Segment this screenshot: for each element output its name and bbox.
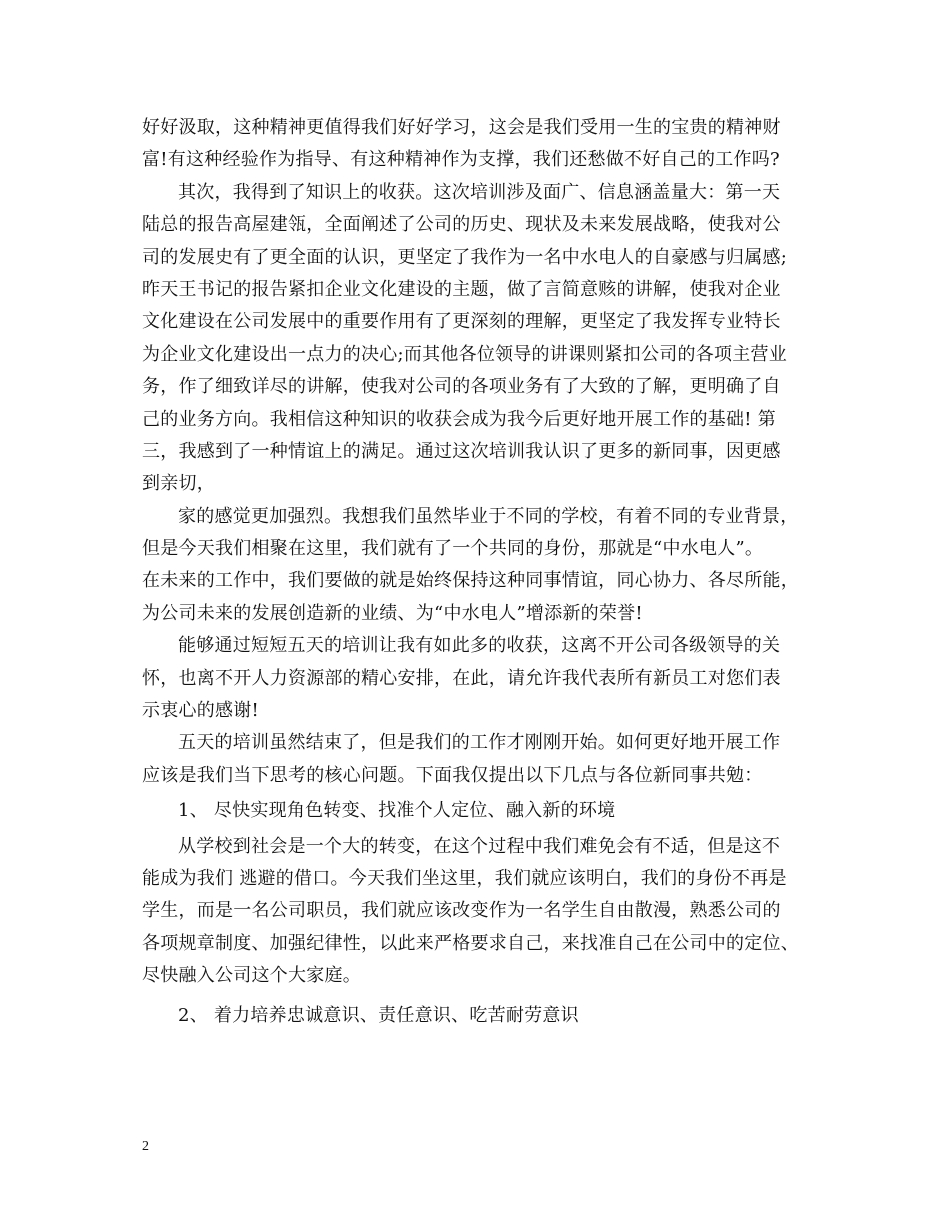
text-line-21: 应该是我们当下思考的核心问题。下面我仅提出以下几点与各位新同事共勉： (142, 764, 763, 786)
text-line-26: 各项规章制度、加强纪律性，以此来严格要求自己，来找准自己在公司中的定位、 (142, 932, 799, 954)
text-line-19: 示衷心的感谢! (142, 700, 259, 722)
text-line-1: 好好汲取，这种精神更值得我们好好学习，这会是我们受用一生的宝贵的精神财 (142, 117, 781, 138)
text-line-12: 到亲切， (142, 473, 215, 495)
text-line-8: 为企业文化建设出一点力的决心;而其他各位领导的讲课则紧扣公司的各项主营业 (142, 343, 788, 365)
text-line-3: 其次，我得到了知识上的收获。这次培训涉及面广、信息涵盖量大：第一天 (178, 181, 781, 203)
text-line-4: 陆总的报告高屋建瓴，全面阐述了公司的历史、现状及未来发展战略，使我对公 (142, 214, 781, 236)
text-line-5: 司的发展史有了更全面的认识，更坚定了我作为一名中水电人的自豪感与归属感; (142, 246, 788, 268)
text-line-27: 尽快融入公司这个大家庭。 (142, 965, 361, 987)
text-line-7: 文化建设在公司发展中的重要作用有了更深刻的理解，更坚定了我发挥专业特长 (142, 311, 781, 333)
text-line-18: 怀，也离不开人力资源部的精心安排，在此，请允许我代表所有新员工对您们表 (142, 667, 781, 689)
text-line-11: 三，我感到了一种情谊上的满足。通过这次培训我认识了更多的新同事，因更感 (142, 440, 781, 462)
text-line-24: 能成为我们 逃避的借口。今天我们坐这里，我们就应该明白，我们的身份不再是 (142, 867, 787, 889)
text-line-25: 学生，而是一名公司职员，我们就应该改变作为一名学生自由散漫，熟悉公司的 (142, 900, 781, 922)
text-line-14: 但是今天我们相聚在这里，我们就有了一个共同的身份，那就是“中水电人”。 (142, 538, 764, 560)
text-line-16: 为公司未来的发展创造新的业绩、为“中水电人”增添新的荣誉! (142, 602, 643, 624)
text-line-23: 从学校到社会是一个大的转变，在这个过程中我们难免会有不适，但是这不 (178, 835, 781, 857)
list-item-2: 2、 着力培养忠诚意识、责任意识、吃苦耐劳意识 (178, 1004, 579, 1026)
page-number: 2 (142, 1139, 149, 1154)
text-line-15: 在未来的工作中，我们要做的就是始终保持这种同事情谊，同心协力、各尽所能， (142, 570, 799, 592)
text-line-10: 己的业务方向。我相信这种知识的收获会成为我今后更好地开展工作的基础! 第 (142, 408, 776, 430)
list-item-1: 1、 尽快实现角色转变、找准个人定位、融入新的环境 (178, 800, 616, 822)
text-line-13: 家的感觉更加强烈。我想我们虽然毕业于不同的学校，有着不同的专业背景， (178, 505, 799, 527)
text-line-2: 富!有这种经验作为指导、有这种精神作为支撑，我们还愁做不好自己的工作吗? (142, 149, 780, 171)
text-line-6: 昨天王书记的报告紧扣企业文化建设的主题，做了言简意赅的讲解，使我对企业 (142, 278, 781, 300)
document-body (142, 112, 822, 1035)
text-line-20: 五天的培训虽然结束了，但是我们的工作才刚刚开始。如何更好地开展工作 (178, 732, 781, 754)
text-line-17: 能够通过短短五天的培训让我有如此多的收获，这离不开公司各级领导的关 (178, 635, 781, 657)
text-line-9: 务，作了细致详尽的讲解，使我对公司的各项业务有了大致的了解，更明确了自 (142, 376, 781, 398)
